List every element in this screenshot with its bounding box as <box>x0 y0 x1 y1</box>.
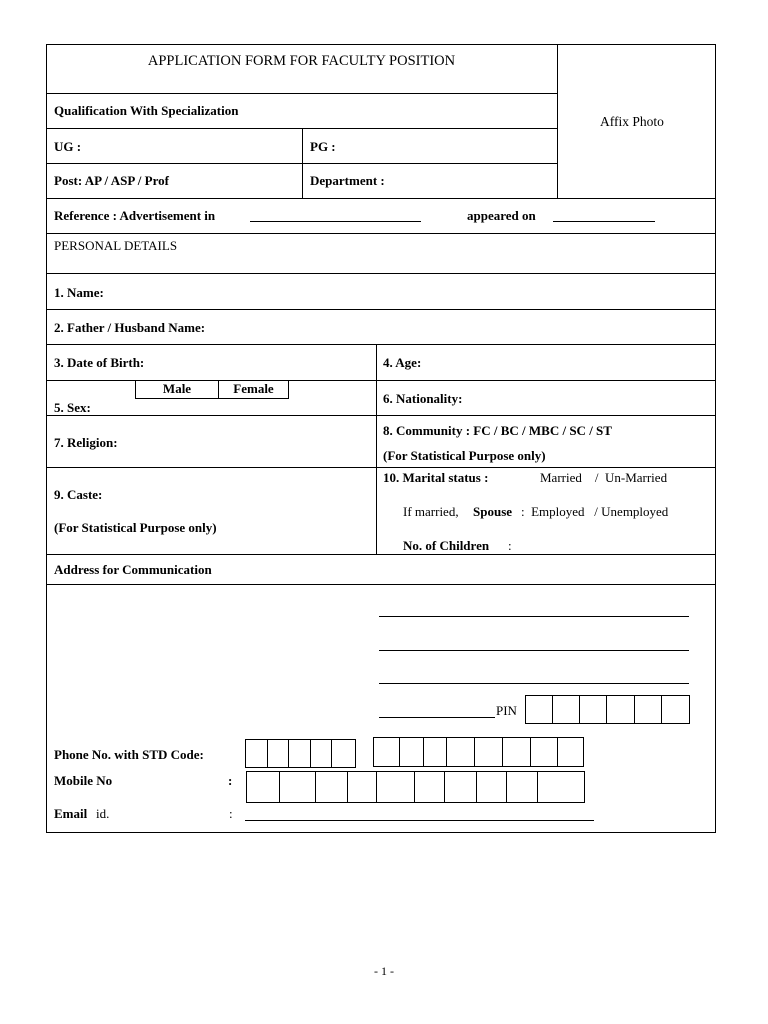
post-label: Post: AP / ASP / Prof <box>54 173 169 188</box>
email-field[interactable] <box>245 820 594 821</box>
page-number: - 1 - <box>374 964 394 978</box>
address-line-1[interactable] <box>379 616 689 617</box>
spouse-label: Spouse <box>473 504 513 519</box>
marital-options: Married / Un-Married <box>540 470 668 485</box>
address-line-2[interactable] <box>379 650 689 651</box>
age-label: 4. Age: <box>383 355 422 370</box>
sex-option-male[interactable]: Male <box>136 381 219 398</box>
nationality-label: 6. Nationality: <box>383 391 463 406</box>
caste-note: (For Statistical Purpose only) <box>54 520 217 535</box>
children-colon: : <box>508 538 512 553</box>
address-line-3[interactable] <box>379 683 689 684</box>
address-heading: Address for Communication <box>54 562 212 577</box>
phone-number-boxes[interactable] <box>373 737 584 767</box>
religion-label: 7. Religion: <box>54 435 118 450</box>
mobile-label: Mobile No <box>54 773 113 788</box>
sex-option-female[interactable]: Female <box>233 381 274 396</box>
phone-label: Phone No. with STD Code: <box>54 747 204 762</box>
personal-details-heading: PERSONAL DETAILS <box>54 238 178 253</box>
pin-code-boxes[interactable] <box>525 695 690 724</box>
sex-options-box[interactable] <box>135 381 289 399</box>
email-label: Email <box>54 806 88 821</box>
appeared-on-label: appeared on <box>467 208 536 223</box>
reference-label: Reference : Advertisement in <box>54 208 216 223</box>
email-suffix: id. <box>96 806 110 821</box>
ug-label: UG : <box>54 139 82 154</box>
caste-label: 9. Caste: <box>54 487 103 502</box>
children-label: No. of Children <box>403 538 490 553</box>
form-title: APPLICATION FORM FOR FACULTY POSITION <box>147 53 456 69</box>
spouse-options: : Employed / Unemployed <box>521 504 669 519</box>
advertisement-field[interactable] <box>250 221 421 222</box>
email-colon: : <box>229 806 233 821</box>
dob-label: 3. Date of Birth: <box>54 355 145 370</box>
affix-photo-label: Affix Photo <box>600 114 664 129</box>
mobile-number-boxes[interactable] <box>246 771 585 803</box>
name-label: 1. Name: <box>54 285 104 300</box>
appeared-on-field[interactable] <box>553 221 655 222</box>
mobile-colon: : <box>228 773 233 788</box>
community-label: 8. Community : FC / BC / MBC / SC / ST <box>383 423 612 438</box>
sex-label: 5. Sex: <box>54 400 91 415</box>
department-label: Department : <box>310 173 385 188</box>
phone-std-code-boxes[interactable] <box>245 739 356 768</box>
if-married-prefix: If married, <box>403 504 459 519</box>
community-note: (For Statistical Purpose only) <box>383 448 546 463</box>
qualification-label: Qualification With Specialization <box>54 103 239 118</box>
pg-label: PG : <box>310 139 336 154</box>
father-husband-label: 2. Father / Husband Name: <box>54 320 206 335</box>
marital-status-label: 10. Marital status : <box>383 470 489 485</box>
pin-label: PIN <box>496 703 517 718</box>
address-line-4[interactable] <box>379 717 495 718</box>
